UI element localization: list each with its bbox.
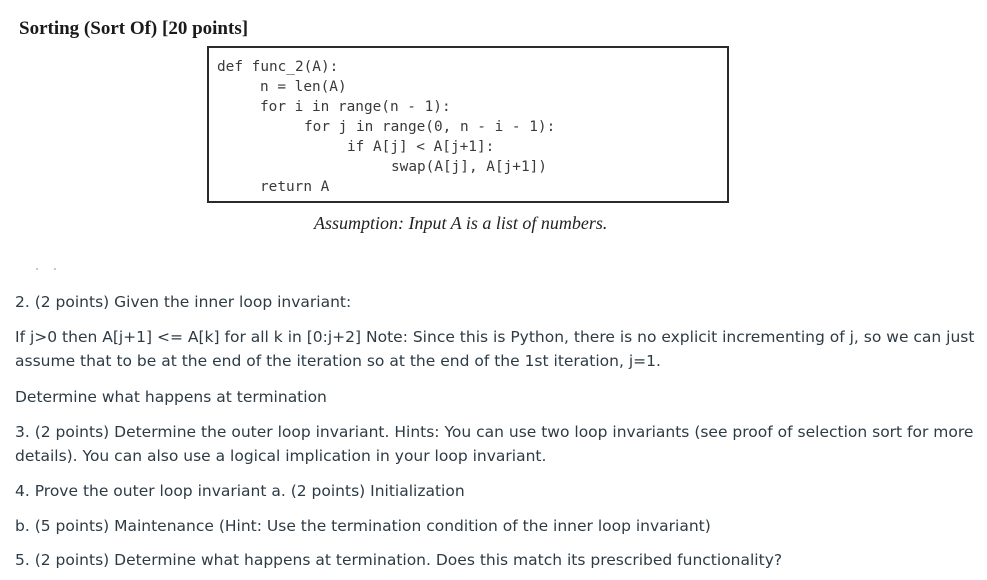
- code-line-return: return A: [260, 179, 330, 195]
- section-heading: Sorting (Sort Of) [20 points]: [19, 18, 249, 39]
- question-4a: 4. Prove the outer loop invariant a. (2 points) Initialization: [15, 482, 465, 500]
- assumption-caption: Assumption: Input A is a list of numbers.: [314, 213, 608, 233]
- question-2-termination: Determine what happens at termination: [15, 388, 327, 406]
- inner-loop-invariant: If j>0 then A[j+1] <= A[k] for all k in [0:j+2] Note: Since this is Python, there is no explicit incrementing of j, so we can just assume that to be at the end of the iteration so at the end of the 1st iteration, j=1.: [15, 328, 975, 370]
- code-line-n: n = len(A): [260, 79, 347, 95]
- code-line-for-i: for i in range(n - 1):: [260, 99, 451, 115]
- code-line-swap: swap(A[j], A[j+1]): [391, 159, 547, 175]
- code-block: [207, 46, 729, 203]
- question-2: 2. (2 points) Given the inner loop invariant:: [15, 293, 352, 311]
- question-5: 5. (2 points) Determine what happens at termination. Does this match its prescribed functionality?: [15, 551, 783, 569]
- question-4b: b. (5 points) Maintenance (Hint: Use the termination condition of the inner loop invariant): [15, 517, 711, 535]
- image-artifact: [36, 268, 58, 271]
- code-line-for-j: for j in range(0, n - i - 1):: [304, 119, 556, 135]
- question-3: 3. (2 points) Determine the outer loop invariant. Hints: You can use two loop invariants (see proof of selection sort for more details). You can also use a logical implication in your loop invariant.: [15, 423, 974, 465]
- code-line-if: if A[j] < A[j+1]:: [347, 139, 495, 155]
- code-line-def: def func_2(A):: [217, 59, 339, 75]
